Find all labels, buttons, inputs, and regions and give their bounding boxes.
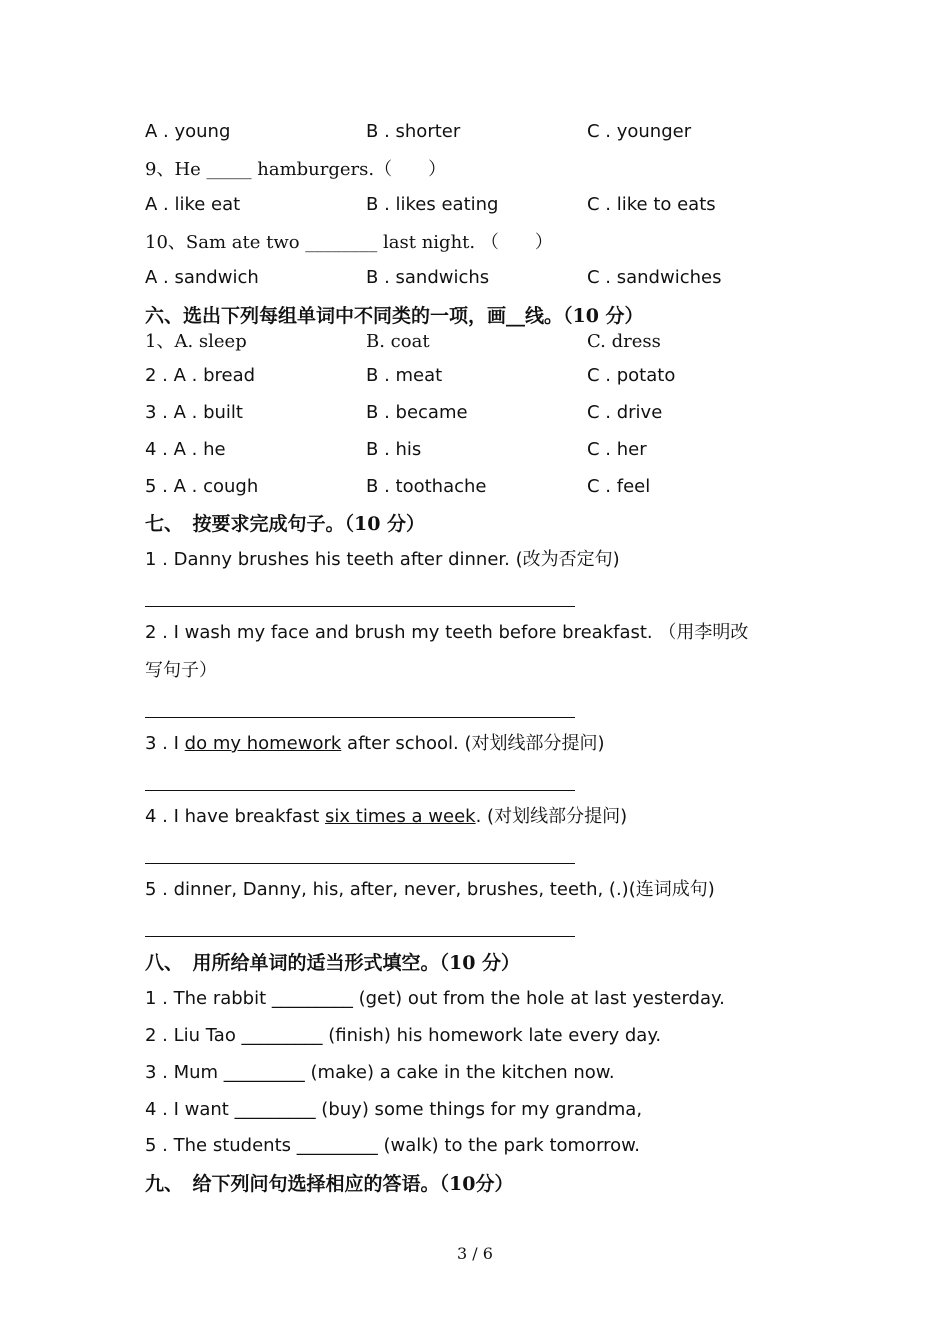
s6-row3-b: B . became (366, 402, 468, 423)
s6-row4-c: C . her (587, 439, 647, 460)
s6-row3-a: 3 . A . built (145, 402, 243, 423)
s7-q4-pre: 4 . I have breakfast (145, 806, 326, 827)
s7-q3-post: after school. (对划线部分提问) (341, 733, 605, 754)
s7-answer-line-4 (145, 863, 575, 864)
section7-title: 七、 按要求完成句子。（10 分） (145, 513, 426, 535)
q10-option-b: B . sandwichs (366, 267, 490, 288)
s7-q4-underlined: six times a week (325, 806, 476, 827)
section6-title: 六、选出下列每组单词中不同类的一项，画__线。（10 分） (145, 305, 644, 327)
s6-row2-c: C . potato (587, 365, 676, 386)
s7-question-4 (145, 806, 627, 828)
s7-answer-line-3 (145, 790, 575, 791)
s6-row1-a: 1、A. sleep (145, 331, 247, 352)
s8-item-3: 3 . Mum _________ (make) a cake in the kitchen now. (145, 1062, 615, 1083)
s6-row1-c: C. dress (587, 331, 661, 352)
q9-option-c: C . like to eats (587, 194, 716, 215)
s7-question-2-line1: 2 . I wash my face and brush my teeth before breakfast. （用李明改 (145, 622, 749, 643)
section9-title: 九、 给下列问句选择相应的答语。（10分） (145, 1173, 514, 1195)
q10-stem: 10、Sam ate two ________ last night. （ ） (145, 232, 553, 253)
s8-item-5: 5 . The students _________ (walk) to the park tomorrow. (145, 1135, 640, 1156)
s6-row4-b: B . his (366, 439, 422, 460)
q9-option-a: A . like eat (145, 194, 241, 215)
s8-item-2: 2 . Liu Tao _________ (finish) his homework late every day. (145, 1025, 662, 1046)
s6-row2-b: B . meat (366, 365, 443, 386)
s7-question-3 (145, 733, 605, 755)
s6-row5-c: C . feel (587, 476, 651, 497)
s7-q3-pre: 3 . I (145, 733, 185, 754)
q8-option-b: B . shorter (366, 121, 461, 142)
q8-option-a: A . young (145, 121, 231, 142)
section8-title: 八、 用所给单词的适当形式填空。（10 分） (145, 952, 521, 974)
s6-row4-a: 4 . A . he (145, 439, 226, 460)
s6-row5-b: B . toothache (366, 476, 487, 497)
q9-option-b: B . likes eating (366, 194, 499, 215)
q10-option-a: A . sandwich (145, 267, 259, 288)
s7-answer-line-1 (145, 606, 575, 607)
s6-row1-b: B. coat (366, 331, 430, 352)
s7-question-1: 1 . Danny brushes his teeth after dinner. (改为否定句) (145, 549, 620, 570)
s7-q4-post: . (对划线部分提问) (475, 806, 628, 827)
s7-answer-line-5 (145, 936, 575, 937)
page-number: 3 / 6 (457, 1244, 493, 1263)
s6-row3-c: C . drive (587, 402, 663, 423)
s7-question-2-line2: 写句子） (145, 660, 217, 681)
s8-item-1: 1 . The rabbit _________ (get) out from the hole at last yesterday. (145, 988, 725, 1009)
s6-row5-a: 5 . A . cough (145, 476, 259, 497)
s8-item-4: 4 . I want _________ (buy) some things for my grandma, (145, 1099, 643, 1120)
s6-row2-a: 2 . A . bread (145, 365, 256, 386)
q8-option-c: C . younger (587, 121, 692, 142)
s7-q3-underlined: do my homework (184, 733, 342, 754)
q9-stem: 9、He _____ hamburgers.（ ） (145, 159, 447, 180)
s7-question-5: 5 . dinner, Danny, his, after, never, brushes, teeth, (.)(连词成句) (145, 879, 715, 900)
s7-answer-line-2 (145, 717, 575, 718)
q10-option-c: C . sandwiches (587, 267, 722, 288)
